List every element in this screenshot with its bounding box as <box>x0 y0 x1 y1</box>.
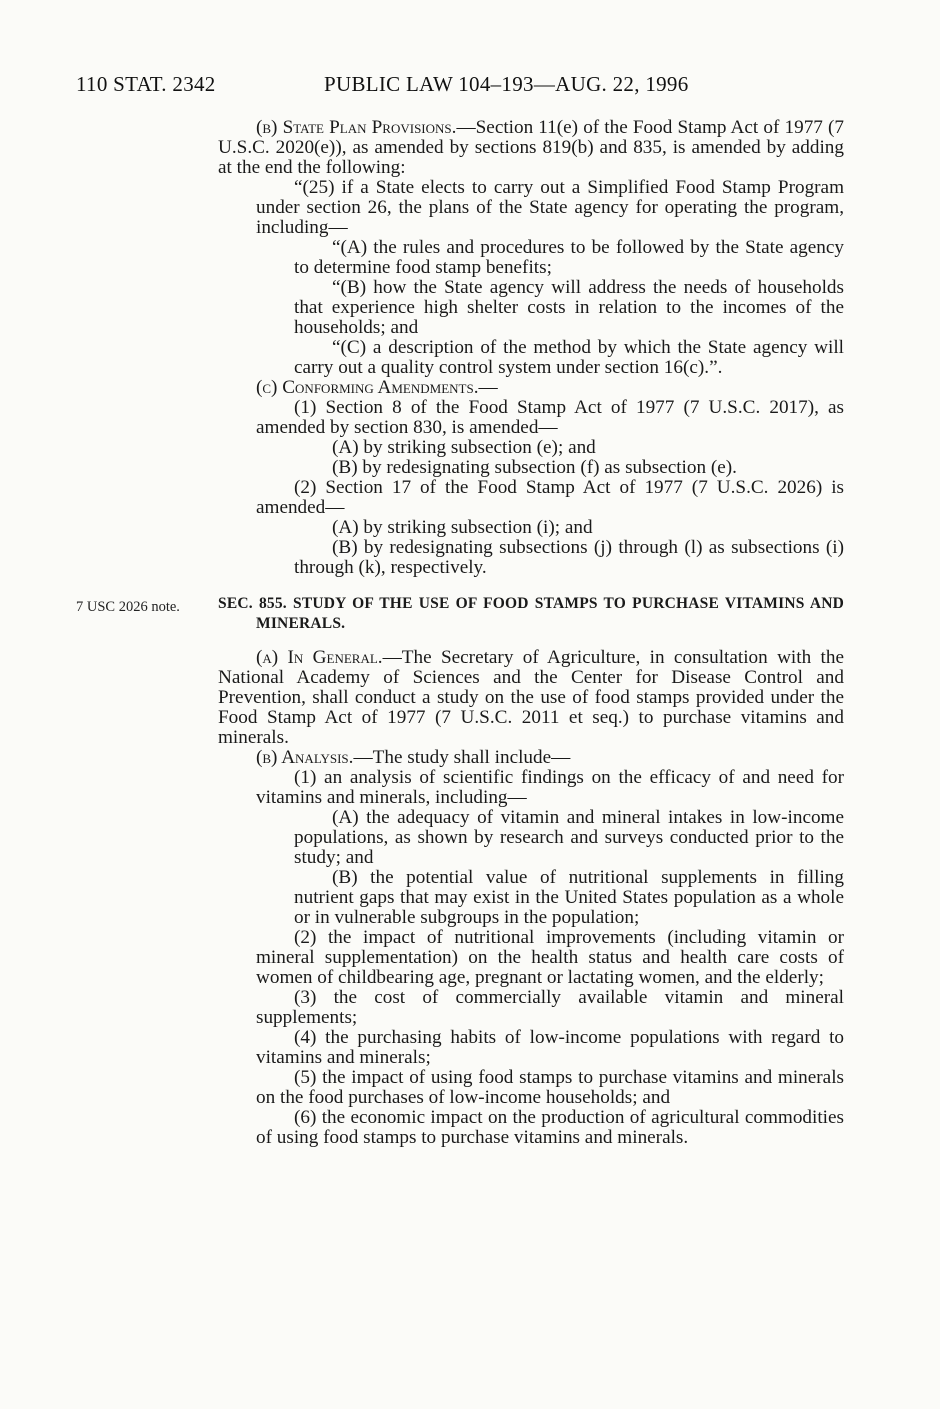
paragraph-c-1: (1) Section 8 of the Food Stamp Act of 1977 (7 U.S.C. 2017), as amended by section 830, is amended— <box>256 397 844 438</box>
paragraph-analysis-1-b: (B) the potential value of nutritional supplements in filling nutrient gaps that may exist in the United States population as a whole or in vulnerable subgroups in the population; <box>294 867 844 928</box>
paragraph-text: —Section 11(e) of the Food Stamp Act of 1977 (7 U.S.C. 2020(e)), as amended by sections 819(b) and 835, is amended by adding at the end the following: <box>218 117 844 178</box>
paragraph-c-2-a: (A) by striking subsection (i); and <box>332 517 593 538</box>
paragraph-state-plan <box>218 118 844 178</box>
paragraph-25: “(25) if a State elects to carry out a Simplified Food Stamp Program under section 26, the plans of the State agency for operating the program, including— <box>256 177 844 238</box>
subsection-heading: (b) State Plan Provisions. <box>256 117 457 138</box>
margin-note: 7 USC 2026 note. <box>76 599 180 615</box>
paragraph-c-1-a: (A) by striking subsection (e); and <box>332 437 596 458</box>
subsection-heading: (b) Analysis. <box>256 747 354 768</box>
paragraph-analysis-6: (6) the economic impact on the production of agricultural commodities of using food stamps to purchase vitamins and minerals. <box>256 1107 844 1148</box>
paragraph-c-2-b: (B) by redesignating subsections (j) through (l) as subsections (i) through (k), respectively. <box>294 537 844 578</box>
paragraph-25-a: “(A) the rules and procedures to be followed by the State agency to determine food stamp benefits; <box>294 237 844 278</box>
paragraph-analysis <box>218 748 844 768</box>
subsection-heading: (c) Conforming Amendments. <box>256 377 479 398</box>
paragraph-analysis-1-a: (A) the adequacy of vitamin and mineral intakes in low-income populations, as shown by research and surveys conducted prior to the study; and <box>294 807 844 868</box>
paragraph-c-2: (2) Section 17 of the Food Stamp Act of 1977 (7 U.S.C. 2026) is amended— <box>256 477 844 518</box>
document-body <box>76 117 844 1148</box>
paragraph-analysis-3: (3) the cost of commercially available vitamin and mineral supplements; <box>256 987 844 1028</box>
heading-dash: — <box>478 377 498 398</box>
paragraph-25-b: “(B) how the State agency will address the needs of households that experience high shelter costs in relation to the incomes of the households; and <box>294 277 844 338</box>
paragraph-analysis-2: (2) the impact of nutritional improvements (including vitamin or mineral supplementation) on the health status and health care costs of women of childbearing age, pregnant or lactating women, and the elderly; <box>256 927 844 988</box>
paragraph-in-general <box>218 648 844 748</box>
paragraph-25-c: “(C) a description of the method by which the State agency will carry out a quality control system under section 16(c).”. <box>294 337 844 378</box>
paragraph-analysis-1: (1) an analysis of scientific findings on the efficacy of and need for vitamins and minerals, including— <box>256 767 844 808</box>
paragraph-analysis-4: (4) the purchasing habits of low-income populations with regard to vitamins and minerals; <box>256 1027 844 1068</box>
statute-page-number: 110 STAT. 2342 <box>76 72 216 96</box>
public-law-title: PUBLIC LAW 104–193—AUG. 22, 1996 <box>324 72 689 96</box>
paragraph-text: —The study shall include— <box>353 747 571 768</box>
paragraph-c-1-b: (B) by redesignating subsection (f) as subsection (e). <box>332 457 737 478</box>
section-heading: SEC. 855. STUDY OF THE USE OF FOOD STAMPS TO PURCHASE VITAMINS AND MINERALS. <box>218 595 844 632</box>
section-855-heading-block <box>76 594 844 634</box>
paragraph-text: —The Secretary of Agriculture, in consultation with the National Academy of Sciences and the Center for Disease Control and Prevention, shall conduct a study on the use of food stamps provided under the Food Stamp Act of 1977 (7 U.S.C. 2011 et seq.) to purchase vitamins and minerals. <box>218 647 844 748</box>
paragraph-analysis-5: (5) the impact of using food stamps to purchase vitamins and minerals on the food purchases of low-income households; and <box>256 1067 844 1108</box>
paragraph-conforming <box>218 378 844 398</box>
subsection-heading: (a) In General. <box>256 647 383 668</box>
